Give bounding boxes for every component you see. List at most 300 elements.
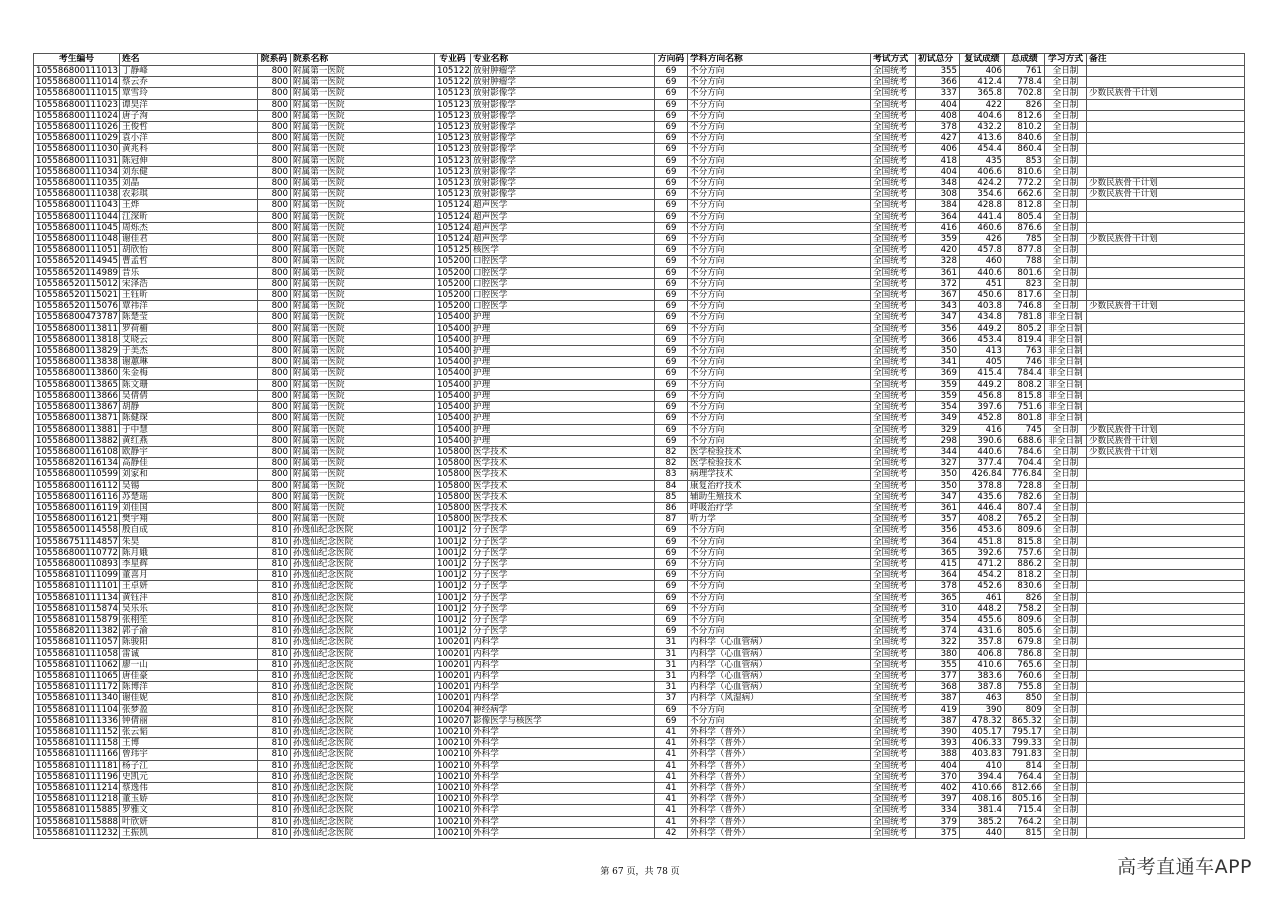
- remarks-cell: 少数民族骨干计划: [1087, 234, 1245, 245]
- table-row: [34, 110, 1245, 121]
- total-score-cell: 761: [1005, 66, 1045, 77]
- exam-mode-cell: 全国统考: [871, 110, 916, 121]
- major-name-cell: 分子医学: [471, 603, 655, 614]
- total-score-cell: 850: [1005, 693, 1045, 704]
- direction-code-cell: 41: [655, 749, 688, 760]
- col-retest-score-header: 复试成绩: [960, 54, 1005, 66]
- direction-code-cell: 69: [655, 346, 688, 357]
- major-name-cell: 护理: [471, 424, 655, 435]
- total-score-cell: 826: [1005, 592, 1045, 603]
- total-score-cell: 830.6: [1005, 581, 1045, 592]
- initial-score-cell: 347: [916, 491, 960, 502]
- major-name-cell: 放射肿瘤学: [471, 77, 655, 88]
- major-code-cell: 105124: [435, 234, 471, 245]
- total-score-cell: 809.6: [1005, 525, 1045, 536]
- direction-name-cell: 外科学（普外）: [688, 794, 871, 805]
- major-name-cell: 分子医学: [471, 592, 655, 603]
- student-id-cell: 105586800113866: [34, 390, 120, 401]
- direction-name-cell: 不分方向: [688, 234, 871, 245]
- initial-score-cell: 354: [916, 402, 960, 413]
- total-score-cell: 805.6: [1005, 626, 1045, 637]
- remarks-cell: [1087, 133, 1245, 144]
- table-row: [34, 637, 1245, 648]
- name-cell: 张梦盈: [120, 704, 258, 715]
- retest-score-cell: 426: [960, 234, 1005, 245]
- exam-mode-cell: 全国统考: [871, 480, 916, 491]
- col-student-id-header: 考生编号: [34, 54, 120, 66]
- student-id-cell: 105586800113882: [34, 435, 120, 446]
- major-code-cell: 105400: [435, 413, 471, 424]
- name-cell: 唐子洵: [120, 110, 258, 121]
- initial-score-cell: 359: [916, 390, 960, 401]
- major-name-cell: 分子医学: [471, 547, 655, 558]
- dept-code-cell: 800: [258, 77, 291, 88]
- retest-score-cell: 457.8: [960, 245, 1005, 256]
- name-cell: 欧静宇: [120, 446, 258, 457]
- student-id-cell: 105586800111043: [34, 200, 120, 211]
- direction-code-cell: 41: [655, 726, 688, 737]
- initial-score-cell: 420: [916, 245, 960, 256]
- name-cell: 胡静: [120, 402, 258, 413]
- student-id-cell: 105586520115012: [34, 278, 120, 289]
- study-mode-cell: 全日制: [1045, 603, 1087, 614]
- exam-mode-cell: 全国统考: [871, 514, 916, 525]
- student-id-cell: 105586800111026: [34, 122, 120, 133]
- name-cell: 董喜月: [120, 570, 258, 581]
- dept-code-cell: 810: [258, 738, 291, 749]
- table-row: [34, 816, 1245, 827]
- table-row: [34, 234, 1245, 245]
- table-row: [34, 99, 1245, 110]
- exam-mode-cell: 全国统考: [871, 816, 916, 827]
- name-cell: 雷诚: [120, 648, 258, 659]
- major-name-cell: 护理: [471, 312, 655, 323]
- dept-code-cell: 810: [258, 570, 291, 581]
- study-mode-cell: 全日制: [1045, 178, 1087, 189]
- name-cell: 刘家和: [120, 469, 258, 480]
- direction-code-cell: 69: [655, 536, 688, 547]
- dept-code-cell: 810: [258, 558, 291, 569]
- dept-name-cell: 孙逸仙纪念医院: [291, 816, 435, 827]
- direction-code-cell: 41: [655, 760, 688, 771]
- exam-mode-cell: 全国统考: [871, 726, 916, 737]
- remarks-cell: 少数民族骨干计划: [1087, 424, 1245, 435]
- study-mode-cell: 全日制: [1045, 760, 1087, 771]
- student-id-cell: 105586810111166: [34, 749, 120, 760]
- retest-score-cell: 422: [960, 99, 1005, 110]
- student-id-cell: 105586800111015: [34, 88, 120, 99]
- name-cell: 李星辉: [120, 558, 258, 569]
- dept-code-cell: 810: [258, 704, 291, 715]
- exam-mode-cell: 全国统考: [871, 278, 916, 289]
- table-row: [34, 502, 1245, 513]
- remarks-cell: [1087, 704, 1245, 715]
- remarks-cell: [1087, 783, 1245, 794]
- study-mode-cell: 全日制: [1045, 771, 1087, 782]
- dept-code-cell: 800: [258, 267, 291, 278]
- dept-name-cell: 孙逸仙纪念医院: [291, 614, 435, 625]
- table-row: [34, 469, 1245, 480]
- study-mode-cell: 全日制: [1045, 682, 1087, 693]
- direction-name-cell: 内科学（心血管病）: [688, 637, 871, 648]
- direction-name-cell: 不分方向: [688, 592, 871, 603]
- study-mode-cell: 全日制: [1045, 794, 1087, 805]
- dept-name-cell: 孙逸仙纪念医院: [291, 581, 435, 592]
- exam-mode-cell: 全国统考: [871, 200, 916, 211]
- major-name-cell: 分子医学: [471, 581, 655, 592]
- initial-score-cell: 388: [916, 749, 960, 760]
- study-mode-cell: 全日制: [1045, 502, 1087, 513]
- dept-name-cell: 孙逸仙纪念医院: [291, 760, 435, 771]
- direction-code-cell: 69: [655, 133, 688, 144]
- retest-score-cell: 406.6: [960, 166, 1005, 177]
- exam-mode-cell: 全国统考: [871, 783, 916, 794]
- major-code-cell: 105124: [435, 200, 471, 211]
- remarks-cell: [1087, 502, 1245, 513]
- total-score-cell: 807.4: [1005, 502, 1045, 513]
- direction-code-cell: 69: [655, 88, 688, 99]
- total-score-cell: 662.6: [1005, 189, 1045, 200]
- major-name-cell: 放射影像学: [471, 122, 655, 133]
- direction-code-cell: 69: [655, 66, 688, 77]
- student-id-cell: 105586800473787: [34, 312, 120, 323]
- major-name-cell: 医学技术: [471, 502, 655, 513]
- dept-code-cell: 800: [258, 122, 291, 133]
- study-mode-cell: 全日制: [1045, 290, 1087, 301]
- direction-code-cell: 41: [655, 816, 688, 827]
- direction-code-cell: 69: [655, 256, 688, 267]
- direction-code-cell: 69: [655, 178, 688, 189]
- total-score-cell: 765.6: [1005, 659, 1045, 670]
- direction-name-cell: 不分方向: [688, 323, 871, 334]
- table-row: [34, 525, 1245, 536]
- dept-code-cell: 800: [258, 155, 291, 166]
- exam-mode-cell: 全国统考: [871, 614, 916, 625]
- major-code-cell: 100201: [435, 682, 471, 693]
- student-id-cell: 105586810111232: [34, 827, 120, 838]
- retest-score-cell: 463: [960, 693, 1005, 704]
- table-row: [34, 122, 1245, 133]
- remarks-cell: 少数民族骨干计划: [1087, 301, 1245, 312]
- direction-name-cell: 不分方向: [688, 626, 871, 637]
- remarks-cell: [1087, 155, 1245, 166]
- major-name-cell: 护理: [471, 390, 655, 401]
- name-cell: 廖一山: [120, 659, 258, 670]
- retest-score-cell: 413: [960, 346, 1005, 357]
- major-name-cell: 放射影像学: [471, 110, 655, 121]
- student-id-cell: 105586810115879: [34, 614, 120, 625]
- retest-score-cell: 410.66: [960, 783, 1005, 794]
- major-name-cell: 分子医学: [471, 614, 655, 625]
- major-name-cell: 医学技术: [471, 458, 655, 469]
- total-score-cell: 865.32: [1005, 715, 1045, 726]
- exam-mode-cell: 全国统考: [871, 693, 916, 704]
- major-code-cell: 105124: [435, 222, 471, 233]
- name-cell: 高静佳: [120, 458, 258, 469]
- major-name-cell: 医学技术: [471, 514, 655, 525]
- major-code-cell: 105123: [435, 189, 471, 200]
- student-id-cell: 105586800113838: [34, 357, 120, 368]
- name-cell: 陈文珊: [120, 379, 258, 390]
- direction-name-cell: 外科学（骨外）: [688, 827, 871, 838]
- major-code-cell: 100201: [435, 670, 471, 681]
- exam-mode-cell: 全国统考: [871, 581, 916, 592]
- dept-name-cell: 孙逸仙纪念医院: [291, 693, 435, 704]
- initial-score-cell: 355: [916, 66, 960, 77]
- name-cell: 郭子渝: [120, 626, 258, 637]
- study-mode-cell: 非全日制: [1045, 334, 1087, 345]
- dept-name-cell: 附属第一医院: [291, 234, 435, 245]
- major-code-cell: 105400: [435, 346, 471, 357]
- total-score-cell: 810.2: [1005, 122, 1045, 133]
- retest-score-cell: 452.6: [960, 581, 1005, 592]
- exam-mode-cell: 全国统考: [871, 637, 916, 648]
- total-score-cell: 801.8: [1005, 413, 1045, 424]
- retest-score-cell: 405.17: [960, 726, 1005, 737]
- retest-score-cell: 478.32: [960, 715, 1005, 726]
- dept-name-cell: 孙逸仙纪念医院: [291, 558, 435, 569]
- initial-score-cell: 416: [916, 222, 960, 233]
- direction-code-cell: 87: [655, 514, 688, 525]
- exam-mode-cell: 全国统考: [871, 648, 916, 659]
- student-id-cell: 105586810111196: [34, 771, 120, 782]
- major-name-cell: 口腔医学: [471, 301, 655, 312]
- direction-code-cell: 69: [655, 301, 688, 312]
- direction-code-cell: 69: [655, 715, 688, 726]
- dept-code-cell: 810: [258, 592, 291, 603]
- remarks-cell: [1087, 99, 1245, 110]
- major-code-cell: 1001J2: [435, 614, 471, 625]
- direction-code-cell: 31: [655, 682, 688, 693]
- exam-mode-cell: 全国统考: [871, 659, 916, 670]
- dept-code-cell: 810: [258, 581, 291, 592]
- remarks-cell: [1087, 760, 1245, 771]
- total-score-cell: 809: [1005, 704, 1045, 715]
- total-score-cell: 815: [1005, 827, 1045, 838]
- direction-code-cell: 69: [655, 424, 688, 435]
- student-id-cell: 105586810111104: [34, 704, 120, 715]
- direction-code-cell: 69: [655, 558, 688, 569]
- student-id-cell: 105586810115874: [34, 603, 120, 614]
- direction-name-cell: 不分方向: [688, 88, 871, 99]
- initial-score-cell: 377: [916, 670, 960, 681]
- total-score-cell: 745: [1005, 424, 1045, 435]
- study-mode-cell: 全日制: [1045, 581, 1087, 592]
- total-score-cell: 760.6: [1005, 670, 1045, 681]
- dept-name-cell: 孙逸仙纪念医院: [291, 715, 435, 726]
- exam-mode-cell: 全国统考: [871, 558, 916, 569]
- table-row: [34, 267, 1245, 278]
- retest-score-cell: 448.2: [960, 603, 1005, 614]
- table-row: [34, 133, 1245, 144]
- initial-score-cell: 418: [916, 155, 960, 166]
- table-row: [34, 536, 1245, 547]
- remarks-cell: [1087, 357, 1245, 368]
- name-cell: 刘佳国: [120, 502, 258, 513]
- major-code-cell: 105400: [435, 334, 471, 345]
- direction-name-cell: 不分方向: [688, 222, 871, 233]
- exam-mode-cell: 全国统考: [871, 234, 916, 245]
- total-score-cell: 776.84: [1005, 469, 1045, 480]
- dept-name-cell: 孙逸仙纪念医院: [291, 738, 435, 749]
- initial-score-cell: 367: [916, 290, 960, 301]
- initial-score-cell: 378: [916, 581, 960, 592]
- table-row: [34, 435, 1245, 446]
- study-mode-cell: 全日制: [1045, 110, 1087, 121]
- total-score-cell: 764.4: [1005, 771, 1045, 782]
- total-score-cell: 795.17: [1005, 726, 1045, 737]
- student-id-cell: 105586810111340: [34, 693, 120, 704]
- exam-mode-cell: 全国统考: [871, 155, 916, 166]
- table-row: [34, 200, 1245, 211]
- retest-score-cell: 415.4: [960, 368, 1005, 379]
- direction-name-cell: 外科学（普外）: [688, 771, 871, 782]
- exam-mode-cell: 全国统考: [871, 390, 916, 401]
- major-name-cell: 护理: [471, 346, 655, 357]
- remarks-cell: [1087, 491, 1245, 502]
- study-mode-cell: 全日制: [1045, 715, 1087, 726]
- initial-score-cell: 365: [916, 592, 960, 603]
- name-cell: 陈骏阳: [120, 637, 258, 648]
- major-code-cell: 105125: [435, 245, 471, 256]
- exam-mode-cell: 全国统考: [871, 66, 916, 77]
- dept-code-cell: 810: [258, 794, 291, 805]
- dept-code-cell: 810: [258, 637, 291, 648]
- major-name-cell: 医学技术: [471, 480, 655, 491]
- major-code-cell: 1001J2: [435, 547, 471, 558]
- study-mode-cell: 非全日制: [1045, 413, 1087, 424]
- major-code-cell: 1001J2: [435, 570, 471, 581]
- total-score-cell: 728.8: [1005, 480, 1045, 491]
- dept-code-cell: 810: [258, 648, 291, 659]
- study-mode-cell: 全日制: [1045, 558, 1087, 569]
- retest-score-cell: 406: [960, 66, 1005, 77]
- exam-mode-cell: 全国统考: [871, 715, 916, 726]
- study-mode-cell: 全日制: [1045, 122, 1087, 133]
- major-name-cell: 外科学: [471, 816, 655, 827]
- direction-code-cell: 41: [655, 805, 688, 816]
- table-row: [34, 155, 1245, 166]
- name-cell: 罗雅文: [120, 805, 258, 816]
- remarks-cell: [1087, 469, 1245, 480]
- table-row: [34, 189, 1245, 200]
- direction-name-cell: 不分方向: [688, 267, 871, 278]
- name-cell: 王振凯: [120, 827, 258, 838]
- initial-score-cell: 350: [916, 346, 960, 357]
- exam-mode-cell: 全国统考: [871, 323, 916, 334]
- exam-mode-cell: 全国统考: [871, 77, 916, 88]
- study-mode-cell: 非全日制: [1045, 368, 1087, 379]
- initial-score-cell: 390: [916, 726, 960, 737]
- dept-code-cell: 800: [258, 222, 291, 233]
- study-mode-cell: 非全日制: [1045, 357, 1087, 368]
- direction-name-cell: 不分方向: [688, 334, 871, 345]
- major-code-cell: 105123: [435, 155, 471, 166]
- major-name-cell: 放射影像学: [471, 189, 655, 200]
- study-mode-cell: 全日制: [1045, 626, 1087, 637]
- dept-code-cell: 800: [258, 323, 291, 334]
- major-code-cell: 105122: [435, 77, 471, 88]
- remarks-cell: [1087, 144, 1245, 155]
- name-cell: 谢佳妮: [120, 693, 258, 704]
- direction-name-cell: 不分方向: [688, 379, 871, 390]
- exam-mode-cell: 全国统考: [871, 189, 916, 200]
- major-name-cell: 分子医学: [471, 570, 655, 581]
- exam-mode-cell: 全国统考: [871, 704, 916, 715]
- remarks-cell: [1087, 390, 1245, 401]
- name-cell: 罗荷楣: [120, 323, 258, 334]
- dept-code-cell: 800: [258, 424, 291, 435]
- initial-score-cell: 329: [916, 424, 960, 435]
- study-mode-cell: 全日制: [1045, 738, 1087, 749]
- student-id-cell: 105586800110599: [34, 469, 120, 480]
- total-score-cell: 815.8: [1005, 390, 1045, 401]
- dept-name-cell: 附属第一医院: [291, 256, 435, 267]
- remarks-cell: [1087, 525, 1245, 536]
- col-initial-score-header: 初试总分: [916, 54, 960, 66]
- retest-score-cell: 403.8: [960, 301, 1005, 312]
- major-name-cell: 内科学: [471, 693, 655, 704]
- dept-code-cell: 810: [258, 749, 291, 760]
- dept-code-cell: 810: [258, 626, 291, 637]
- major-code-cell: 1001J2: [435, 525, 471, 536]
- total-score-cell: 757.6: [1005, 547, 1045, 558]
- retest-score-cell: 390.6: [960, 435, 1005, 446]
- dept-name-cell: 孙逸仙纪念医院: [291, 570, 435, 581]
- student-id-cell: 105586810111058: [34, 648, 120, 659]
- major-code-cell: 105123: [435, 166, 471, 177]
- initial-score-cell: 298: [916, 435, 960, 446]
- exam-mode-cell: 全国统考: [871, 312, 916, 323]
- initial-score-cell: 366: [916, 334, 960, 345]
- study-mode-cell: 全日制: [1045, 88, 1087, 99]
- exam-mode-cell: 全国统考: [871, 603, 916, 614]
- direction-code-cell: 69: [655, 234, 688, 245]
- study-mode-cell: 全日制: [1045, 592, 1087, 603]
- table-row: [34, 682, 1245, 693]
- student-id-cell: 105586810111101: [34, 581, 120, 592]
- major-code-cell: 100204: [435, 704, 471, 715]
- initial-score-cell: 368: [916, 682, 960, 693]
- total-score-cell: 746: [1005, 357, 1045, 368]
- study-mode-cell: 全日制: [1045, 670, 1087, 681]
- remarks-cell: 少数民族骨干计划: [1087, 189, 1245, 200]
- dept-name-cell: 附属第一医院: [291, 211, 435, 222]
- student-id-cell: 105586800110772: [34, 547, 120, 558]
- major-code-cell: 105800: [435, 514, 471, 525]
- dept-code-cell: 800: [258, 189, 291, 200]
- col-direction-code-header: 方向码: [655, 54, 688, 66]
- col-name-header: 姓名: [120, 54, 258, 66]
- name-cell: 朱金梅: [120, 368, 258, 379]
- study-mode-cell: 全日制: [1045, 211, 1087, 222]
- remarks-cell: [1087, 166, 1245, 177]
- retest-score-cell: 440.6: [960, 267, 1005, 278]
- retest-score-cell: 450.6: [960, 290, 1005, 301]
- direction-name-cell: 不分方向: [688, 66, 871, 77]
- study-mode-cell: 全日制: [1045, 189, 1087, 200]
- major-name-cell: 影像医学与核医学: [471, 715, 655, 726]
- retest-score-cell: 441.4: [960, 211, 1005, 222]
- initial-score-cell: 402: [916, 783, 960, 794]
- direction-code-cell: 41: [655, 783, 688, 794]
- major-name-cell: 口腔医学: [471, 267, 655, 278]
- initial-score-cell: 380: [916, 648, 960, 659]
- retest-score-cell: 408.2: [960, 514, 1005, 525]
- dept-name-cell: 孙逸仙纪念医院: [291, 749, 435, 760]
- direction-code-cell: 69: [655, 334, 688, 345]
- initial-score-cell: 327: [916, 458, 960, 469]
